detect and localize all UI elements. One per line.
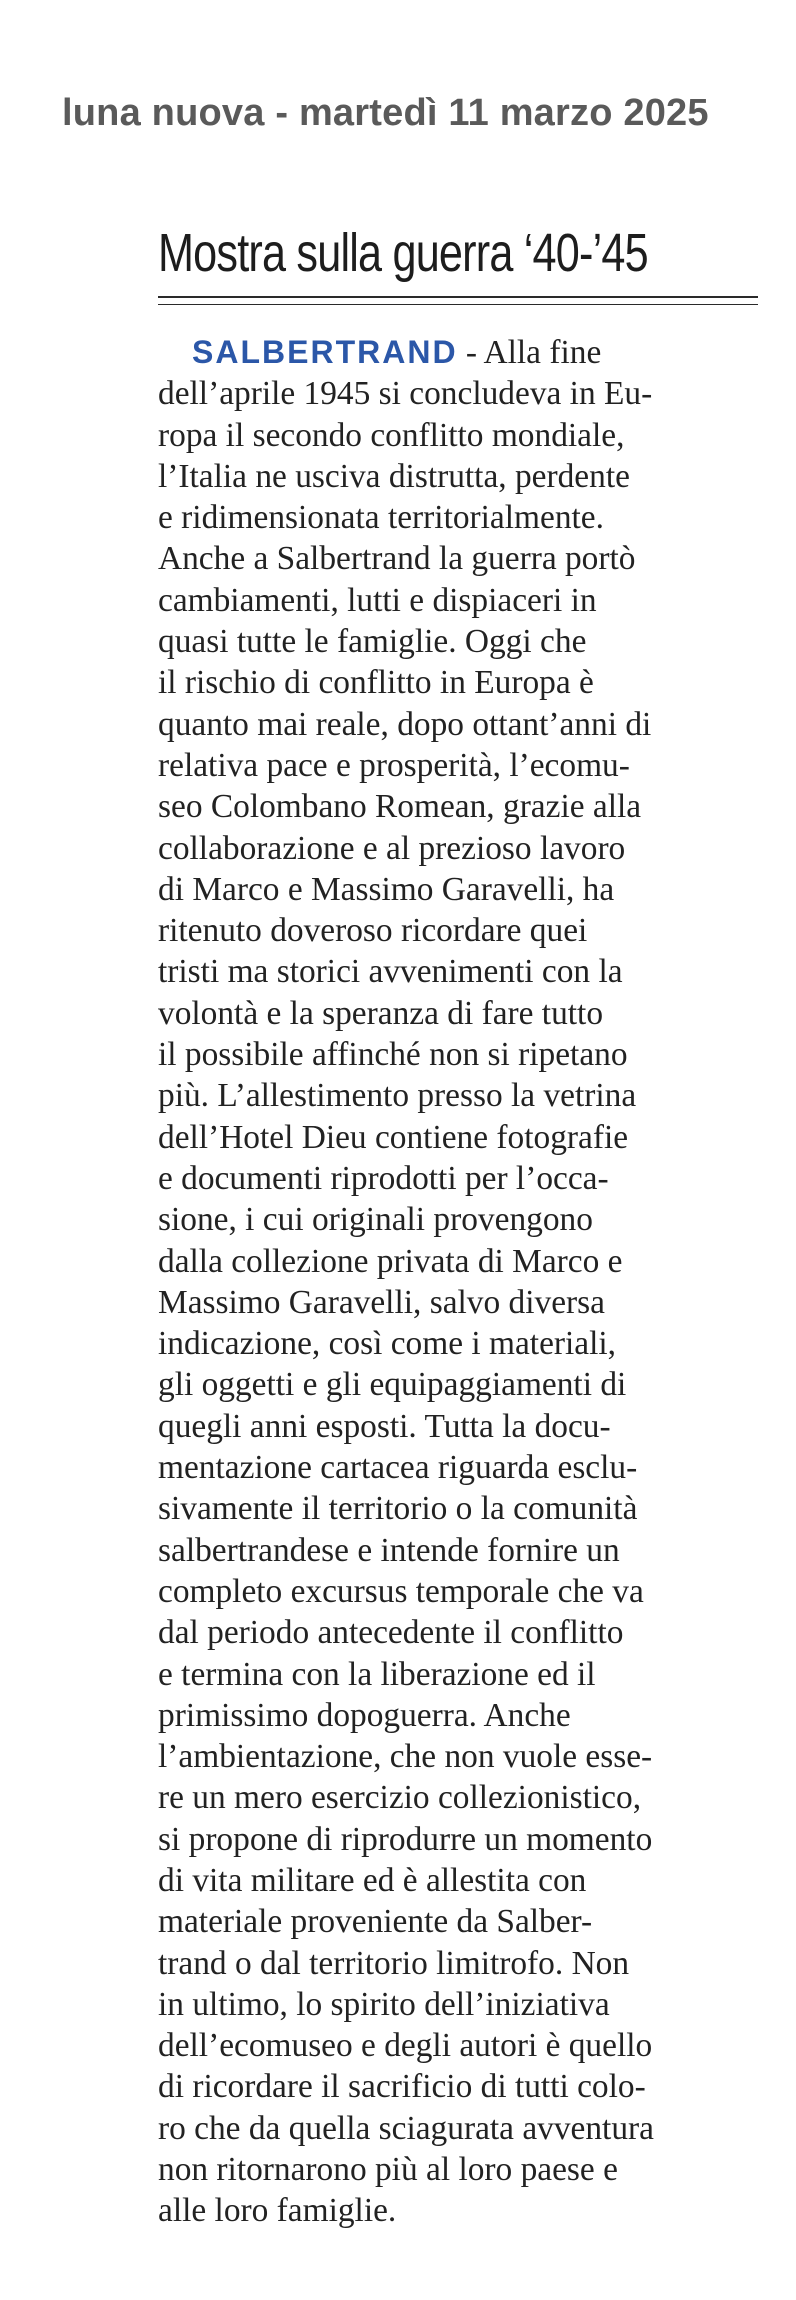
article-line: di Marco e Massimo Garavelli, ha	[158, 870, 615, 908]
article-line: l’ambientazione, che non vuole esse-	[158, 1738, 653, 1776]
dateline: SALBERTRAND	[192, 334, 458, 370]
article-line: in ultimo, lo spirito dell’iniziativa	[158, 1985, 610, 2023]
article-line: di vita militare ed è allestita con	[158, 1861, 587, 1899]
article-line: il rischio di conflitto in Europa è	[158, 664, 594, 702]
article-line: gli oggetti e gli equipaggiamenti di	[158, 1366, 627, 1404]
article-line: volontà e la speranza di fare tutto	[158, 994, 604, 1032]
article-line: si propone di riprodurre un momento	[158, 1820, 653, 1858]
headline-rule-top	[158, 296, 758, 298]
article-line: quegli anni esposti. Tutta la docu-	[158, 1407, 611, 1445]
article-line: primissimo dopoguerra. Anche	[158, 1696, 571, 1734]
headline-rule-bottom	[158, 304, 758, 305]
article-line: e ridimensionata territorialmente.	[158, 499, 604, 537]
article-line: Massimo Garavelli, salvo diversa	[158, 1283, 605, 1321]
article-line: non ritornarono più al loro paese e	[158, 2151, 618, 2189]
article-line: re un mero esercizio collezionistico,	[158, 1779, 642, 1817]
first-line-text: - Alla fine	[457, 334, 602, 371]
article-line: quasi tutte le famiglie. Oggi che	[158, 623, 587, 661]
article-line: seo Colombano Romean, grazie alla	[158, 788, 642, 826]
article-line: collaborazione e al prezioso lavoro	[158, 829, 626, 867]
article-line: di ricordare il sacrificio di tutti colo-	[158, 2068, 646, 2106]
article-line: materiale proveniente da Salber-	[158, 1903, 593, 1941]
article-line: cambiamenti, lutti e dispiaceri in	[158, 581, 597, 619]
headline: Mostra sulla guerra ‘40-’45	[158, 223, 648, 283]
article-line: quanto mai reale, dopo ottant’anni di	[158, 705, 652, 743]
article-line: e documenti riprodotti per l’occa-	[158, 1159, 609, 1197]
article-line: più. L’allestimento presso la vetrina	[158, 1077, 637, 1115]
article-line: tristi ma storici avvenimenti con la	[158, 953, 623, 991]
article-line: completo excursus temporale che va	[158, 1572, 644, 1610]
article-line: il possibile affinché non si ripetano	[158, 1036, 628, 1074]
article-body	[158, 332, 758, 2232]
article-line: alle loro famiglie.	[158, 2192, 397, 2230]
article-line: ropa il secondo conflitto mondiale,	[158, 416, 625, 454]
article-line: relativa pace e prosperità, l’ecomu-	[158, 746, 630, 784]
article-line: l’Italia ne usciva distrutta, perdente	[158, 457, 630, 495]
article-line: ro che da quella sciagurata avventura	[158, 2109, 654, 2147]
article-line: sione, i cui originali provengono	[158, 1201, 593, 1239]
article-line: dell’aprile 1945 si concludeva in Eu-	[158, 375, 653, 413]
article-line: indicazione, così come i materiali,	[158, 1325, 617, 1363]
article-line: dal periodo antecedente il conflitto	[158, 1614, 624, 1652]
article-line: ritenuto doveroso ricordare quei	[158, 912, 588, 950]
article-lines	[158, 373, 758, 2231]
article-first-line	[158, 332, 758, 373]
article-line: dell’ecomuseo e degli autori è quello	[158, 2027, 653, 2065]
article-line: mentazione cartacea riguarda esclu-	[158, 1449, 638, 1487]
article-line: salbertrandese e intende fornire un	[158, 1531, 620, 1569]
article-line: Anche a Salbertrand la guerra portò	[158, 540, 636, 578]
article-line: trand o dal territorio limitrofo. Non	[158, 1944, 630, 1982]
masthead: luna nuova - martedì 11 marzo 2025	[62, 92, 709, 134]
article-line: e termina con la liberazione ed il	[158, 1655, 596, 1693]
article-line: dalla collezione privata di Marco e	[158, 1242, 623, 1280]
article-line: sivamente il territorio o la comunità	[158, 1490, 638, 1528]
article-line: dell’Hotel Dieu contiene fotografie	[158, 1118, 629, 1156]
